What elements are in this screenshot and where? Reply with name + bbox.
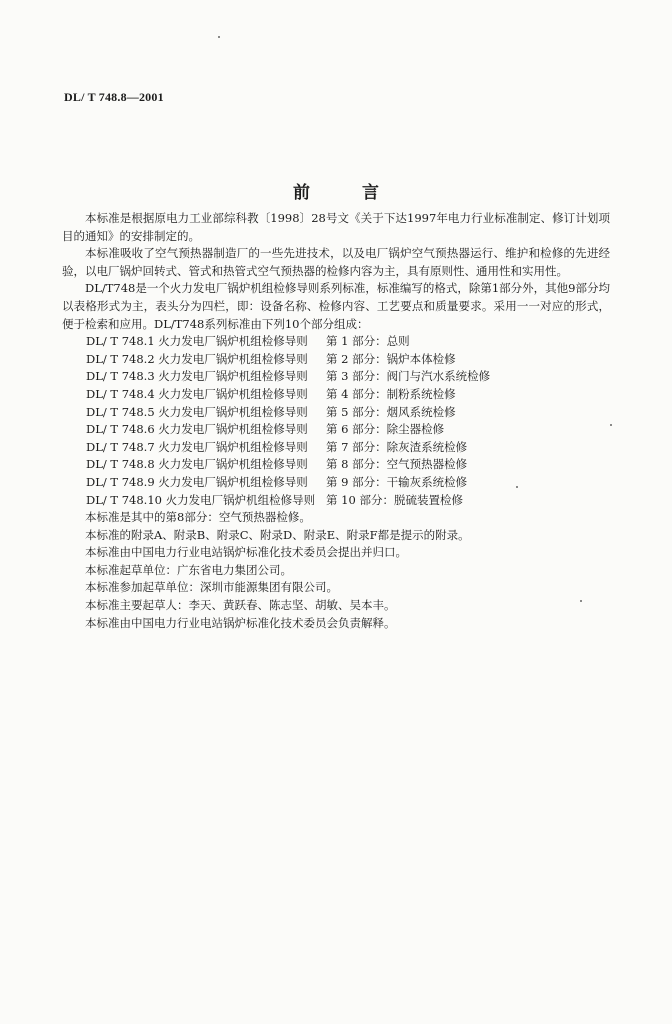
part-code: DL/ T 748.9 火力发电厂锅炉机组检修导则 [86,474,308,489]
part-title: 第 8 部分：空气预热器检修 [326,457,468,472]
list-item [62,386,610,404]
list-item [62,492,610,510]
closing-line-1: 本标准是其中的第8部分：空气预热器检修。 [85,510,311,525]
part-title: 第 2 部分：锅炉本体检修 [326,351,456,366]
part-code: DL/ T 748.8 火力发电厂锅炉机组检修导则 [86,457,308,472]
part-title: 第 4 部分：制粉系统检修 [326,386,456,401]
part-code: DL/ T 748.5 火力发电厂锅炉机组检修导则 [86,404,308,419]
part-code: DL/ T 748.4 火力发电厂锅炉机组检修导则 [86,386,308,401]
scan-speck [580,600,582,602]
part-title: 第 6 部分：除尘器检修 [326,422,445,437]
part-title: 第 9 部分：干输灰系统检修 [326,474,468,489]
list-item [62,351,610,369]
closing-line-4: 本标准起草单位：广东省电力集团公司。 [85,562,292,577]
section-title: 前言 [293,183,431,203]
scan-speck [610,424,612,426]
closing-line-6: 本标准主要起草人：李天、黄跃春、陈志坚、胡敏、吴本丰。 [85,598,396,613]
closing-line-7: 本标准由中国电力行业电站锅炉标准化技术委员会负责解释。 [85,615,396,630]
list-item [62,439,610,457]
scan-speck [516,486,518,488]
part-title: 第 3 部分：阀门与汽水系统检修 [326,369,491,384]
part-code: DL/ T 748.2 火力发电厂锅炉机组检修导则 [86,351,308,366]
part-code: DL/ T 748.7 火力发电厂锅炉机组检修导则 [86,439,308,454]
list-item [62,474,610,492]
part-code: DL/ T 748.6 火力发电厂锅炉机组检修导则 [86,422,308,437]
paragraph-2: 本标准吸收了空气预热器制造厂的一些先进技术，以及电厂锅炉空气预热器运行、维护和检修的先进经验，以电厂锅炉回转式、管式和热管式空气预热器的检修内容为主，具有原则性、通用性和实用性。 [62,246,610,278]
part-code: DL/ T 748.3 火力发电厂锅炉机组检修导则 [86,369,308,384]
list-item [62,368,610,386]
part-title: 第 5 部分：烟风系统检修 [326,404,456,419]
list-item [62,421,610,439]
list-item [62,333,610,351]
part-code: DL/ T 748.1 火力发电厂锅炉机组检修导则 [86,334,308,349]
standard-code: DL/ T 748.8—2001 [64,90,164,104]
part-title: 第 10 部分：脱硫装置检修 [326,492,463,507]
list-item [62,456,610,474]
list-item [62,404,610,422]
part-code: DL/ T 748.10 火力发电厂锅炉机组检修导则 [86,492,316,507]
parts-list [62,333,610,509]
closing-line-5: 本标准参加起草单位：深圳市能源集团有限公司。 [85,580,338,595]
scan-speck [218,36,220,38]
part-title: 第 7 部分：除灰渣系统检修 [326,439,468,454]
foreword-body [62,210,610,632]
part-title: 第 1 部分：总则 [326,334,410,349]
closing-line-3: 本标准由中国电力行业电站锅炉标准化技术委员会提出并归口。 [85,545,407,560]
paragraph-3: DL/T748是一个火力发电厂锅炉机组检修导则系列标准，标准编写的格式，除第1部分外，其他9部分均以表格形式为主，表头分为四栏，即：设备名称、检修内容、工艺要点和质量要求。采用一一对应的形式，便于检索和应用。DL/T748系列标准由下列10个部分组成： [62,281,610,331]
closing-line-2: 本标准的附录A、附录B、附录C、附录D、附录E、附录F都是提示的附录。 [85,527,470,542]
paragraph-1: 本标准是根据原电力工业部综科教〔1998〕28号文《关于下达1997年电力行业标准制定、修订计划项目的通知》的安排制定的。 [62,211,610,243]
